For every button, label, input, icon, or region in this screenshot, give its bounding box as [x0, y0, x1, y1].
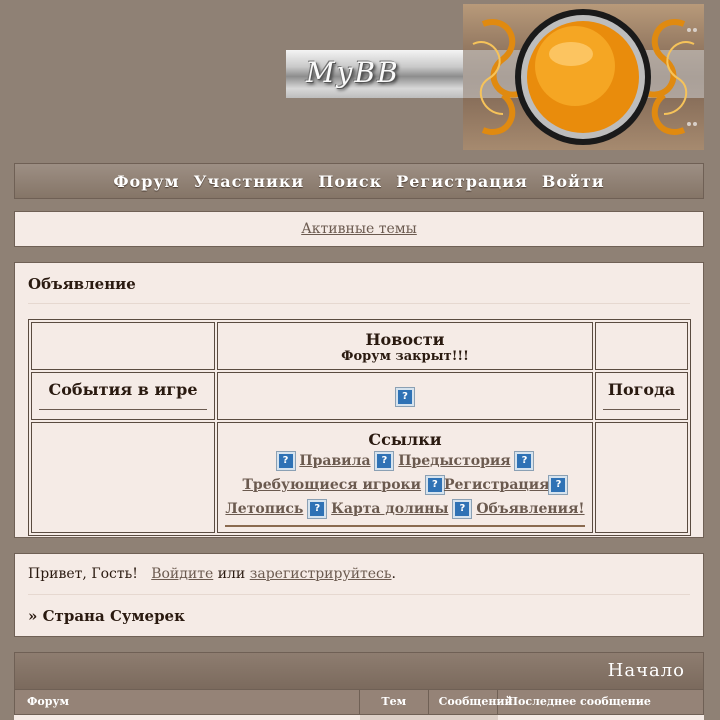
welcome-line	[28, 566, 396, 582]
column-headers	[14, 689, 704, 715]
empty-cell	[595, 322, 688, 370]
logo-emblem	[463, 4, 704, 150]
link-registration[interactable]: Регистрация	[443, 477, 550, 493]
broken-image-icon: ?	[396, 388, 414, 406]
divider	[28, 303, 690, 304]
category-header	[14, 652, 704, 690]
divider	[39, 409, 207, 410]
empty-cell	[31, 422, 215, 533]
announcement-title: Объявление	[28, 275, 136, 293]
login-link[interactable]: Войдите	[151, 566, 214, 582]
divider	[225, 525, 585, 527]
nav-login[interactable]: Войти	[541, 171, 605, 191]
link-announcements[interactable]: Объявления!	[476, 501, 585, 517]
or-text: или	[217, 566, 246, 582]
link-wanted-players[interactable]: Требующиеся игроки	[242, 477, 422, 493]
forum-row	[14, 715, 704, 720]
news-cell	[217, 322, 593, 370]
col-topics: Тем	[360, 690, 429, 714]
announcement-panel	[14, 262, 704, 538]
divider	[28, 594, 690, 595]
news-subtitle: Форум закрыт!!!	[341, 349, 469, 364]
news-heading: Новости	[365, 330, 445, 349]
nav-members[interactable]: Участники	[193, 171, 305, 191]
image-cell	[217, 372, 593, 420]
col-last-post: Последнее сообщение	[507, 695, 651, 708]
period: .	[391, 566, 396, 582]
main-nav	[14, 163, 704, 199]
link-rules[interactable]: Правила	[299, 453, 371, 469]
broken-image-icon: ?	[277, 452, 295, 470]
active-topics-bar	[14, 211, 704, 247]
breadcrumb[interactable]: » Страна Сумерек	[28, 607, 185, 625]
register-link[interactable]: зарегистрируйтесь	[249, 566, 392, 582]
weather-heading: Погода	[607, 380, 676, 399]
weather-cell	[595, 372, 688, 420]
link-chronicle[interactable]: Летопись	[225, 501, 304, 517]
links-heading: Ссылки	[368, 430, 442, 449]
announcement-table	[28, 319, 691, 536]
broken-image-icon: ?	[453, 500, 471, 518]
category-title[interactable]: Начало	[607, 660, 685, 681]
broken-image-icon: ?	[308, 500, 326, 518]
empty-cell	[31, 322, 215, 370]
nav-register[interactable]: Регистрация	[396, 171, 528, 191]
broken-image-icon: ?	[426, 476, 444, 494]
divider	[603, 409, 680, 410]
site-logo[interactable]	[286, 4, 704, 150]
col-posts: Сообщений	[429, 690, 498, 714]
broken-image-icon: ?	[515, 452, 533, 470]
active-topics-link[interactable]: Активные темы	[301, 221, 417, 237]
broken-image-icon: ?	[549, 476, 567, 494]
events-heading: События в игре	[48, 380, 198, 399]
empty-cell	[595, 422, 688, 533]
greeting: Привет, Гость!	[28, 566, 138, 582]
link-valley-map[interactable]: Карта долины	[331, 501, 449, 517]
events-cell	[31, 372, 215, 420]
links-list	[219, 449, 591, 525]
nav-search[interactable]: Поиск	[318, 171, 383, 191]
welcome-panel	[14, 553, 704, 637]
logo-text: MyBB	[306, 56, 400, 89]
col-forum: Форум	[15, 690, 360, 714]
links-cell	[217, 422, 593, 533]
link-backstory[interactable]: Предыстория	[398, 453, 511, 469]
broken-image-icon: ?	[375, 452, 393, 470]
nav-forum[interactable]: Форум	[113, 171, 180, 191]
